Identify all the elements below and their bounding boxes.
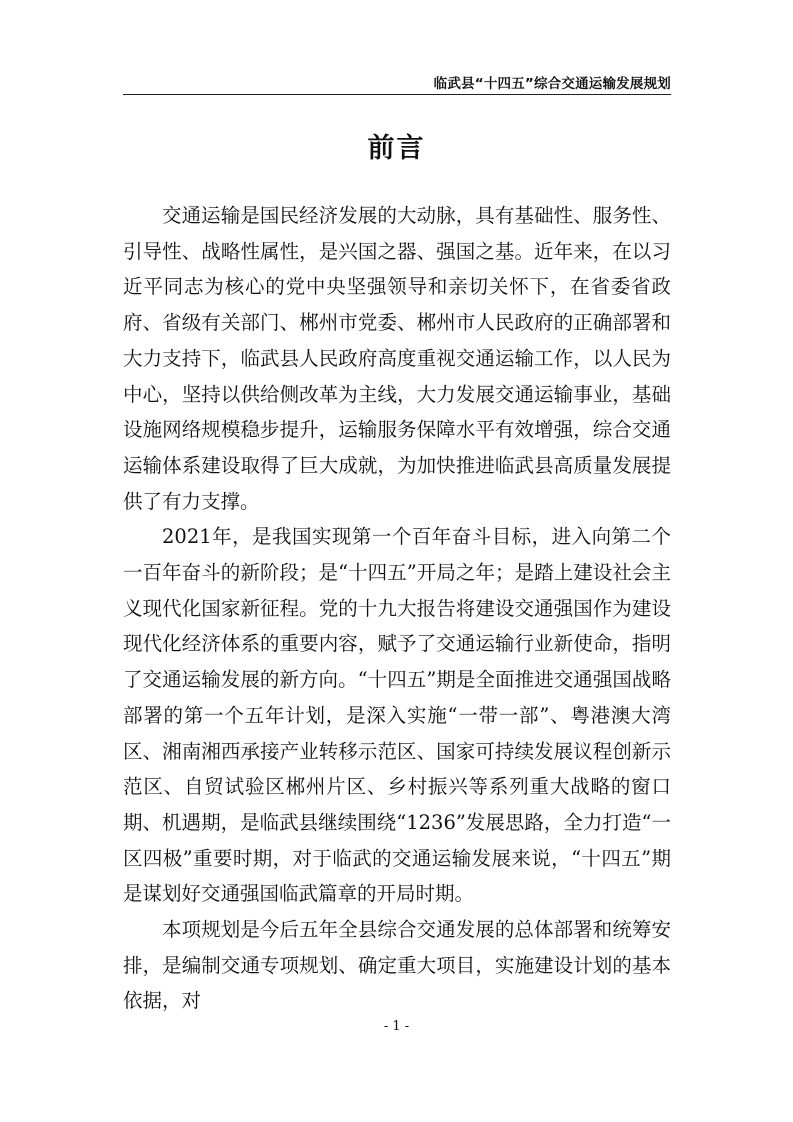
page-title: 前言 [367,133,426,164]
paragraph-2: 2021年，是我国实现第一个百年奋斗目标，进入向第二个一百年奋斗的新阶段；是“十四五”开局之年；是踏上建设社会主义现代化国家新征程。党的十九大报告将建设交通强国作为建设现代化经济体系的重要内容，赋予了交通运输行业新使命，指明了交通运输发展的新方向。“十四五”期是全面推进交通强国战略部署的第一个五年计划，是深入实施“一带一部”、粤港澳大湾区、湘南湘西承接产业转移示范区、国家可持续发展议程创新示范区、自贸试验区郴州片区、乡村振兴等系列重大战略的窗口期、机遇期，是临武县继续围绕“1236”发展思路，全力打造“一区四极”重要时期，对于临武的交通运输发展来说，“十四五”期是谋划好交通强国临武篇章的开局时期。 [123,525,671,906]
paragraph-3: 本项规划是今后五年全县综合交通发展的总体部署和统筹安排，是编制交通专项规划、确定重大项目，实施建设计划的基本依据，对 [123,918,671,1013]
header-title: 临武县“十四五”综合交通运输发展规划 [433,76,671,92]
body-text [123,198,671,1019]
page-number: - 1 - [383,1019,410,1034]
paragraph-1: 交通运输是国民经济发展的大动脉，具有基础性、服务性、引导性、战略性属性，是兴国之器、强国之基。近年来，在以习近平同志为核心的党中央坚强领导和亲切关怀下，在省委省政府、省级有关部门、郴州市党委、郴州市人民政府的正确部署和大力支持下，临武县人民政府高度重视交通运输工作，以人民为中心，坚持以供给侧改革为主线，大力发展交通运输事业，基础设施网络规模稳步提升，运输服务保障水平有效增强，综合交通运输体系建设取得了巨大成就，为加快推进临武县高质量发展提供了有力支撑。 [123,204,671,513]
header-divider [123,94,671,95]
running-header [123,70,671,92]
